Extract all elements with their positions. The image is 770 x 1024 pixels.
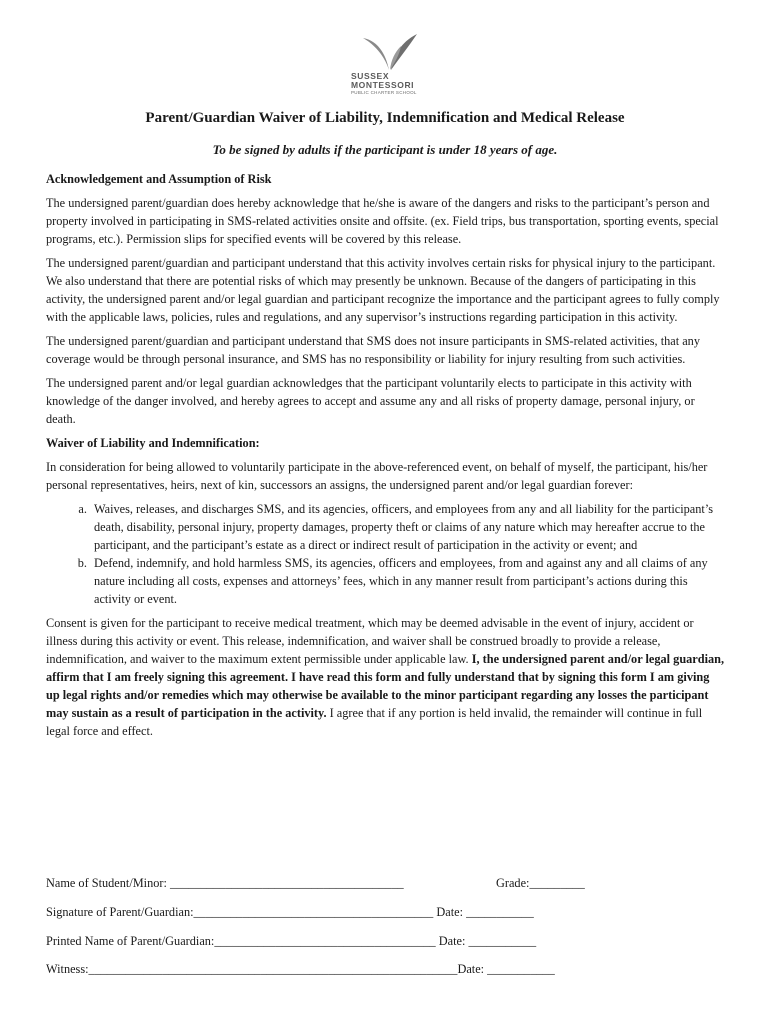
- leaf-icon: [355, 32, 425, 72]
- consent-text: Consent is given for the participant to receive medical treatment, which may be deemed advisable in the event of injury, accident or illness during this activity or event. This release, indemnification, and waiver shall be construed broadly to provide a release, indemnification, and waiver to the maximum extent permissible under applicable law.: [46, 616, 694, 666]
- paragraph-acknowledge: The undersigned parent/guardian does hereby acknowledge that he/she is aware of the dangers and risks to the participant’s person and property involved in participating in SMS-related activities onsite and offsite. (ex. Field trips, bus transportation, sporting events, special programs, etc.). Permission slips for specified events will be covered by this release.: [46, 196, 719, 246]
- section-heading-acknowledgement: Acknowledgement and Assumption of Risk: [46, 172, 272, 186]
- paragraph-voluntary: The undersigned parent and/or legal guardian acknowledges that the participant voluntarily elects to participate in this activity with knowledge of the danger involved, and hereby agrees to accept and assume any and all risks of property damage, personal injury, or death.: [46, 376, 695, 426]
- paragraph-consent: [46, 614, 726, 740]
- list-item-indemnify: b. Defend, indemnify, and hold harmless SMS, its agencies, officers and employees, from and against any and all claims of any nature including all costs, expenses and attorneys’ fees, which in any manner result from participant’s actions during this activity or event.: [90, 554, 726, 608]
- logo-text-montessori: MONTESSORI: [351, 80, 415, 90]
- paragraph-consideration: In consideration for being allowed to voluntarily participate in the above-referenced event, on behalf of myself, the participant, his/her personal representatives, heirs, next of kin, successors an assigns, the undersigned parent and/or legal guardian forever:: [46, 460, 708, 492]
- grade-field[interactable]: Grade:_________: [496, 876, 585, 890]
- section-heading-waiver: Waiver of Liability and Indemnification:: [46, 436, 260, 450]
- waiver-list: [46, 500, 726, 608]
- parent-signature-field[interactable]: Signature of Parent/Guardian:_______________________________________ Date: ___________: [46, 905, 534, 919]
- student-name-field[interactable]: Name of Student/Minor: ______________________________________: [46, 876, 404, 890]
- paragraph-insurance: The undersigned parent/guardian and participant understand that SMS does not insure participants in SMS-related activities, that any coverage would be through personal insurance, and SMS has no responsibility or liability for injury resulting from such activities.: [46, 334, 700, 366]
- document-body: [46, 170, 726, 746]
- consent-affirmation: I, the undersigned parent and/or legal guardian, affirm that I am freely signing this agreement. I have read this form and fully understand that by signing this form I am giving up legal rights and/or remedies which may otherwise be available to the minor participant regarding any losses the participant may sustain as a result of participation in the activity.: [46, 652, 725, 720]
- list-item-waives: a. Waives, releases, and discharges SMS, and its agencies, officers, and employees from any and all liability for the participant’s death, disability, personal injury, property damages, property theft or claims of any nature which may hereafter accrue to the participant, and the participant’s estate as a direct or indirect result of participation in the activity or event; and: [90, 500, 726, 554]
- document-title: Parent/Guardian Waiver of Liability, Indemnification and Medical Release: [145, 110, 625, 126]
- witness-field[interactable]: Witness:____________________________________________________________Date: ___________: [46, 962, 555, 976]
- paragraph-risks: The undersigned parent/guardian and participant understand that this activity involves certain risks for physical injury to the participant. We also understand that there are potential risks of which may presently be unknown. Because of the dangers of participating in this activity, the undersigned parent and/or legal guardian and participant recognize the importance and the participant agrees to fully comply with the applicable laws, policies, rules and regulations, and any supervisor’s instructions regarding participation in this activity.: [46, 256, 720, 324]
- document-subtitle: To be signed by adults if the participant is under 18 years of age.: [212, 142, 558, 157]
- logo-text-sussex: SUSSEX: [351, 71, 390, 81]
- printed-name-field[interactable]: Printed Name of Parent/Guardian:____________________________________ Date: ___________: [46, 934, 537, 948]
- school-logo: [345, 32, 435, 106]
- logo-text-school: PUBLIC CHARTER SCHOOL: [351, 90, 417, 95]
- consent-severability: I agree that if any portion is held invalid, the remainder will continue in full legal force and effect.: [46, 706, 703, 738]
